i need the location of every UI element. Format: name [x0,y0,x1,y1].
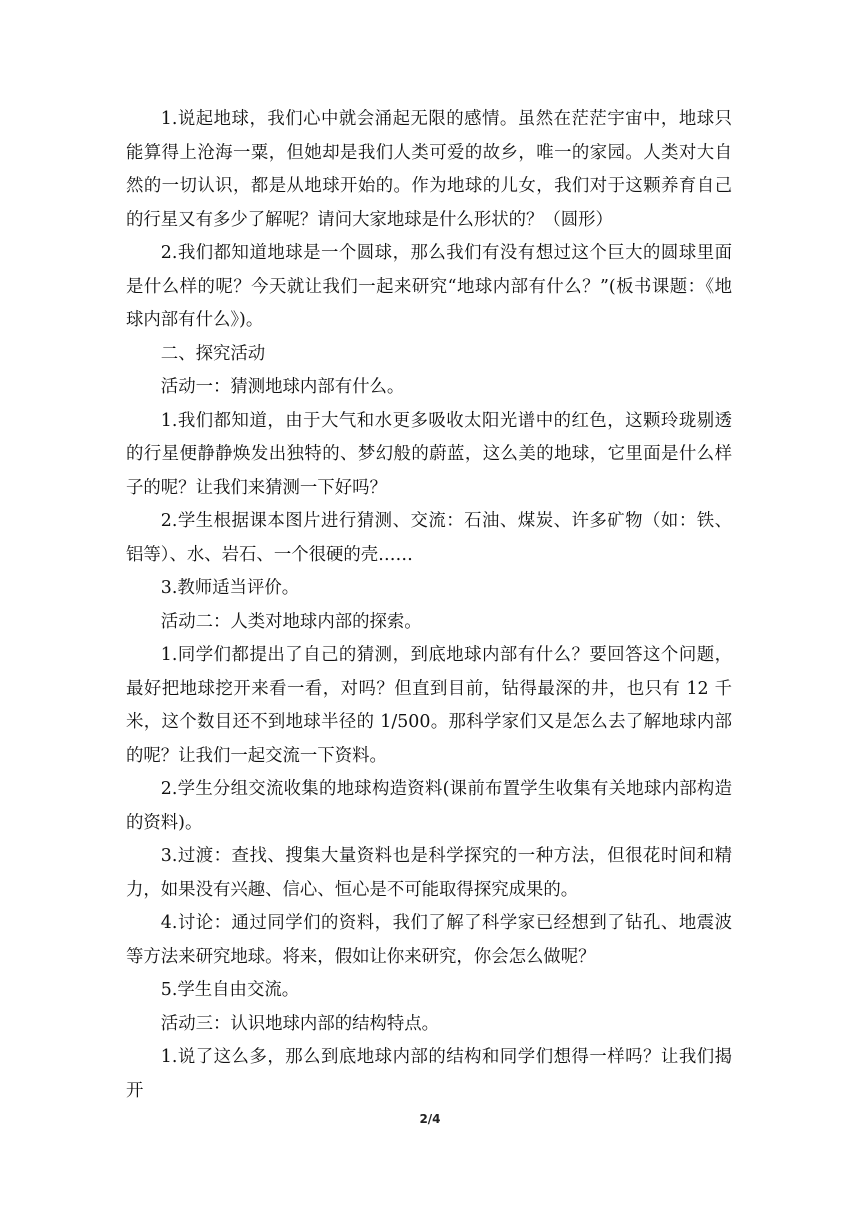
activity-1-heading: 活动一：猜测地球内部有什么。 [160,377,405,397]
activity-2-step-4: 4.讨论：通过同学们的资料，我们了解了科学家已经想到了钻孔、地震波等方法来研究地球。将来，假如让你来研究，你会怎么做呢？ [126,913,732,967]
paragraph-intro-1: 1.说起地球，我们心中就会涌起无限的感情。虽然在茫茫宇宙中，地球只能算得上沧海一粟，但她却是我们人类可爱的故乡，唯一的家园。人类对大自然的一切认识，都是从地球开始的。作为地球的儿女，我们对于这颗养育自己的行星又有多少了解呢？请问大家地球是什么形状的？（圆形） [126,109,732,230]
activity-1-step-1: 1.我们都知道，由于大气和水更多吸收太阳光谱中的红色，这颗玲珑剔透的行星便静静焕发出独特的、梦幻般的蔚蓝，这么美的地球，它里面是什么样子的呢？让我们来猜测一下好吗？ [126,410,732,498]
paragraph-intro-2: 2.我们都知道地球是一个圆球，那么我们有没有想过这个巨大的圆球里面是什么样的呢？今天就让我们一起来研究“地球内部有什么？”(板书课题：《地球内部有什么》)。 [126,243,732,330]
activity-2-step-3: 3.过渡：查找、搜集大量资料也是科学探究的一种方法，但很花时间和精力，如果没有兴趣、信心、恒心是不可能取得探究成果的。 [126,846,732,900]
activity-3-heading: 活动三：认识地球内部的结构特点。 [160,1013,440,1034]
activity-3-step-1: 1.说了这么多，那么到底地球内部的结构和同学们想得一样吗？让我们揭开 [126,1047,732,1101]
activity-2-step-1: 1.同学们都提出了自己的猜测，到底地球内部有什么？要回答这个问题，最好把地球挖开来看一看，对吗？但直到目前，钻得最深的井，也只有 12 千米，这个数目还不到地球半径的 1/500。那科学家们又是怎么去了解地球内部的呢？让我们一起交流一下资料。 [126,645,732,766]
activity-2-heading: 活动二：人类对地球内部的探索。 [160,611,422,632]
activity-2-step-5: 5.学生自由交流。 [160,980,300,1000]
activity-2-step-2: 2.学生分组交流收集的地球构造资料(课前布置学生收集有关地球内部构造的资料)。 [126,779,732,833]
page-number: 2/4 [419,1112,441,1126]
activity-1-step-3: 3.教师适当评价。 [160,578,300,598]
document-body [126,103,732,1108]
section-heading-explore: 二、探究活动 [160,343,266,364]
activity-1-step-2: 2.学生根据课本图片进行猜测、交流：石油、煤炭、许多矿物（如：铁、铝等）、水、岩石、一个很硬的壳…… [126,511,732,565]
